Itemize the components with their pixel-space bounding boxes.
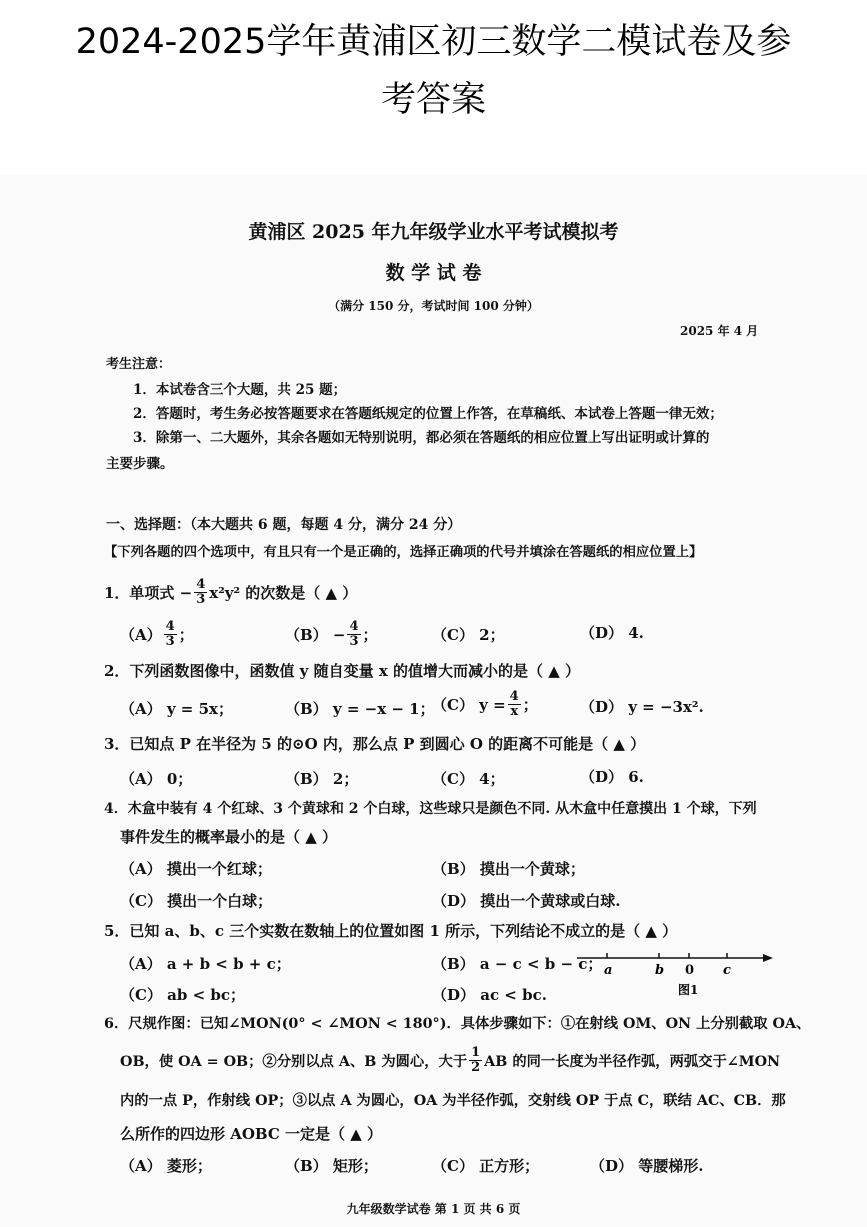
exam-date: 2025 年 4 月 — [680, 324, 759, 338]
q1-stem-post: x²y² 的次数是（ ▲ ） — [209, 584, 358, 602]
label-c: c — [723, 963, 731, 978]
q1-frac-num: 4 — [196, 577, 206, 592]
q1-b-den: 3 — [349, 634, 359, 649]
notice-item-3: 3．除第一、二大题外，其余各题如无特别说明，都必须在答题纸的相应位置上写出证明或计算的 — [133, 430, 710, 446]
q5-stem: 5．已知 a、b、c 三个实数在数轴上的位置如图 1 所示，下列结论不成立的是（ ▲ ） — [104, 922, 678, 940]
q3-stem: 3．已知点 P 在半径为 5 的⊙O 内，那么点 P 到圆心 O 的距离不可能是（ ▲ ） — [104, 735, 646, 753]
section-heading: 一、选择题：（本大题共 6 题，每题 4 分，满分 24 分） — [106, 517, 462, 533]
q1-option-b — [285, 620, 378, 649]
q1-option-d: （D） 4. — [580, 624, 644, 642]
q5-option-a: （A） a + b < b + c； — [120, 955, 291, 973]
exam-meta: （满分 150 分，考试时间 100 分钟） — [328, 299, 539, 313]
q1-option-c: （C） 2； — [432, 626, 505, 644]
label-a: a — [604, 963, 613, 978]
q1-a-den: 3 — [165, 634, 175, 649]
figure-caption: 图1 — [678, 983, 699, 997]
q1-a-fraction — [164, 620, 177, 649]
notice-item-3-cont: 主要步骤。 — [106, 456, 174, 472]
q6-frac-den: 2 — [471, 1060, 481, 1075]
q4-option-d: （D） 摸出一个黄球或白球. — [432, 892, 621, 910]
q2-c-post: ； — [522, 696, 538, 714]
q1-b-num: 4 — [349, 619, 359, 634]
number-line-figure — [575, 944, 775, 999]
q4-option-c: （C） 摸出一个白球； — [120, 892, 273, 910]
q2-c-num: 4 — [509, 689, 519, 704]
q3-option-b: （B） 2； — [285, 770, 359, 788]
q6-line-3: 内的一点 P，作射线 OP；③以点 A 为圆心，OA 为半径作弧，交射线 OP 于点 C，联结 AC、CB．那 — [120, 1093, 786, 1109]
q4-option-b: （B） 摸出一个黄球； — [432, 860, 585, 878]
document-title-line-2: 考答案 — [380, 80, 486, 120]
notice-heading: 考生注意： — [106, 357, 172, 372]
q6-option-c: （C） 正方形； — [432, 1157, 540, 1175]
q3-option-a: （A） 0； — [120, 770, 193, 788]
label-zero: 0 — [685, 963, 695, 978]
q4-option-a: （A） 摸出一个红球； — [120, 860, 272, 878]
q2-c-den: x — [510, 704, 519, 719]
q4-stem-line-2: 事件发生的概率最小的是（ ▲ ） — [120, 828, 337, 846]
q2-c-label: （C） y = — [432, 696, 506, 714]
q1-a-num: 4 — [165, 619, 175, 634]
q1-b-post: ； — [362, 626, 378, 644]
q2-option-d: （D） y = −3x². — [580, 698, 704, 716]
q5-option-d: （D） ac < bc. — [432, 986, 547, 1004]
q1-a-label: （A） — [120, 626, 162, 644]
q6-option-a: （A） 菱形； — [120, 1157, 212, 1175]
q4-stem-line-1: 4．木盒中装有 4 个红球、3 个黄球和 2 个白球，这些球只是颜色不同. 从木盒中任意摸出 1 个球，下列 — [104, 801, 757, 817]
q2-c-fraction — [508, 690, 521, 719]
q3-option-d: （D） 6. — [580, 768, 644, 786]
q1-option-a — [120, 620, 194, 649]
q1-frac-den: 3 — [196, 592, 206, 607]
number-line-arrow-icon — [763, 954, 773, 962]
q2-option-a: （A） y = 5x； — [120, 700, 233, 718]
q6-line-2-post: AB 的同一长度为半径作弧，两弧交于∠MON — [484, 1053, 781, 1070]
q6-option-b: （B） 矩形； — [285, 1157, 378, 1175]
q6-line-2-pre: OB，使 OA = OB；②分别以点 A、B 为圆心，大于 — [120, 1053, 468, 1070]
q2-option-c — [432, 690, 538, 719]
q1-b-label: （B） − — [285, 626, 346, 644]
q1-fraction — [194, 578, 207, 607]
q6-line-4: 么所作的四边形 AOBC 一定是（ ▲ ） — [120, 1125, 383, 1143]
exam-subject: 数 学 试 卷 — [385, 262, 482, 284]
q6-frac-num: 1 — [471, 1045, 481, 1060]
label-b: b — [655, 963, 665, 978]
q1-stem-pre: 1．单项式 − — [104, 584, 193, 602]
page-footer: 九年级数学试卷 第 1 页 共 6 页 — [346, 1202, 521, 1216]
q6-option-d: （D） 等腰梯形. — [590, 1157, 704, 1175]
q2-stem: 2．下列函数图像中，函数值 y 随自变量 x 的值增大而减小的是（ ▲ ） — [104, 662, 580, 680]
q5-option-b: （B） a − c < b − c； — [432, 955, 603, 973]
q1-a-post: ； — [178, 626, 194, 644]
q1-b-fraction — [347, 620, 360, 649]
q6-line-1: 6．尺规作图：已知∠MON(0° < ∠MON < 180°)．具体步骤如下：①在射线 OM、ON 上分别截取 OA、 — [104, 1016, 811, 1032]
q6-line-2 — [120, 1046, 780, 1075]
document-title-line-1: 2024-2025学年黄浦区初三数学二模试卷及参 — [75, 22, 792, 62]
q1-stem — [104, 578, 357, 607]
exam-title: 黄浦区 2025 年九年级学业水平考试模拟考 — [248, 221, 619, 243]
q2-option-b: （B） y = −x − 1； — [285, 700, 435, 718]
notice-item-1: 1．本试卷含三个大题，共 25 题； — [133, 382, 347, 398]
section-instruction: 【下列各题的四个选项中，有且只有一个是正确的，选择正确项的代号并填涂在答题纸的相应位置上】 — [104, 545, 703, 560]
notice-item-2: 2．答题时，考生务必按答题要求在答题纸规定的位置上作答，在草稿纸、本试卷上答题一律无效； — [133, 406, 723, 422]
q3-option-c: （C） 4； — [432, 770, 505, 788]
q5-option-c: （C） ab < bc； — [120, 986, 246, 1004]
q6-fraction — [469, 1046, 482, 1075]
